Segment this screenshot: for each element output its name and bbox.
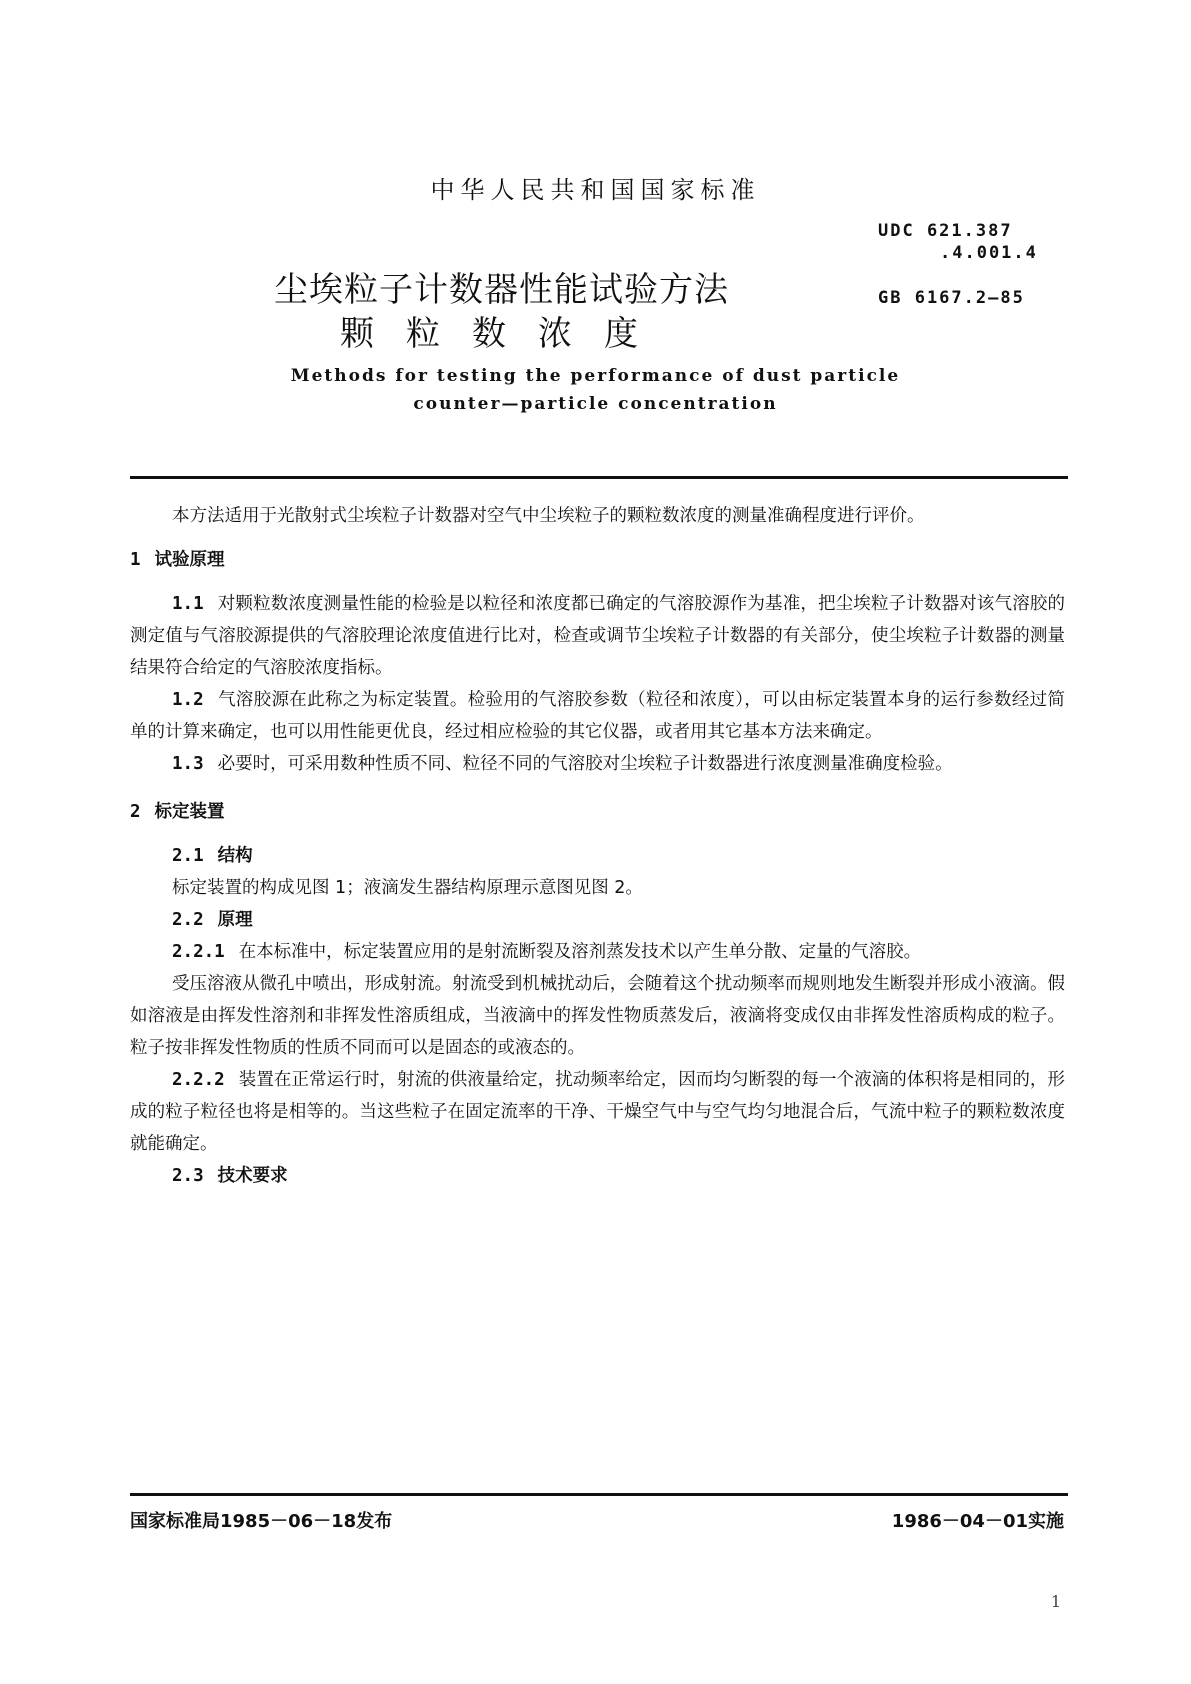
clause-1-3-text: 必要时，可采用数种性质不同、粒径不同的气溶胶对尘埃粒子计数器进行浓度测量准确度检验。: [217, 754, 953, 774]
clause-2-2-title: 原理: [217, 910, 253, 930]
title-cn-line-1: 尘埃粒子计数器性能试验方法: [274, 270, 729, 310]
clause-1-2-number: 1.2: [172, 690, 204, 710]
section-2-number: 2: [130, 802, 141, 822]
clause-2-2-2: [130, 1064, 1065, 1160]
issued-date: 国家标准局1985－06－18发布: [130, 1511, 393, 1532]
gb-code: GB 6167.2—85: [878, 288, 1025, 308]
page-number: 1: [1050, 1592, 1061, 1611]
title-en-line-1: Methods for testing the performance of dust particle: [290, 366, 901, 386]
clause-2-3-title: 技术要求: [217, 1166, 288, 1186]
clause-1-3: [130, 748, 1065, 780]
clause-2-1-text: 标定装置的构成见图 1；液滴发生器结构原理示意图见图 2。: [172, 878, 643, 898]
clause-2-2-1-text: 在本标准中，标定装置应用的是射流断裂及溶剂蒸发技术以产生单分散、定量的气溶胶。: [238, 942, 922, 962]
section-1-number: 1: [130, 550, 141, 570]
clause-2-2-heading: [130, 904, 1065, 936]
clause-2-2-2-number: 2.2.2: [172, 1070, 225, 1090]
document-body: [130, 500, 1065, 1192]
national-standard-heading: 中华人民共和国国家标准: [430, 176, 761, 204]
title-en-line-2: counter—particle concentration: [413, 394, 778, 414]
clause-1-1-text: 对颗粒数浓度测量性能的检验是以粒径和浓度都已确定的气溶胶源作为基准，把尘埃粒子计数器对该气溶胶的测定值与气溶胶源提供的气溶胶理论浓度值进行比对，检查或调节尘埃粒子计数器的有关部分，使尘埃粒子计数器的测量结果符合给定的气溶胶浓度指标。: [130, 594, 1065, 678]
clause-1-1: [130, 588, 1065, 684]
section-1-title: 试验原理: [154, 550, 225, 570]
udc-code: [878, 220, 1038, 264]
udc-line-2: .4.001.4: [940, 243, 1038, 263]
clause-1-3-number: 1.3: [172, 754, 204, 774]
clause-1-2: [130, 684, 1065, 748]
clause-1-2-text: 气溶胶源在此称之为标定装置。检验用的气溶胶参数（粒径和浓度），可以由标定装置本身的运行参数经过简单的计算来确定，也可以用性能更优良，经过相应检验的其它仪器，或者用其它基本方法来确定。: [130, 690, 1065, 742]
section-2-title: 标定装置: [154, 802, 225, 822]
clause-2-2-1: [130, 936, 1065, 968]
clause-2-1-number: 2.1: [172, 846, 204, 866]
title-cn-line-2: 颗粒数浓度: [340, 314, 670, 354]
clause-1-1-number: 1.1: [172, 594, 204, 614]
clause-2-1-title: 结构: [217, 846, 253, 866]
clause-2-2-2-text: 装置在正常运行时，射流的供液量给定，扰动频率给定，因而均匀断裂的每一个液滴的体积将是相同的，形成的粒子粒径也将是相等的。当这些粒子在固定流率的干净、干燥空气中与空气均匀地混合后，气流中粒子的颗粒数浓度就能确定。: [130, 1070, 1065, 1154]
clause-2-2-number: 2.2: [172, 910, 204, 930]
footer-divider: [130, 1493, 1068, 1496]
clause-2-1-heading: [130, 840, 1065, 872]
section-1-heading: [130, 544, 1065, 576]
udc-line-1: UDC 621.387: [878, 221, 1013, 241]
section-2-heading: [130, 796, 1065, 828]
effective-date: 1986－04－01实施: [891, 1511, 1064, 1532]
clause-2-2-1-continued: 受压溶液从微孔中喷出，形成射流。射流受到机械扰动后，会随着这个扰动频率而规则地发生断裂并形成小液滴。假如溶液是由挥发性溶剂和非挥发性溶质组成，当液滴中的挥发性物质蒸发后，液滴将变成仅由非挥发性溶质构成的粒子。粒子按非挥发性物质的性质不同而可以是固态的或液态的。: [130, 974, 1065, 1058]
header-divider: [130, 476, 1068, 479]
clause-2-3-number: 2.3: [172, 1166, 204, 1186]
clause-2-2-1-number: 2.2.1: [172, 942, 225, 962]
clause-2-3-heading: [130, 1160, 1065, 1192]
intro-paragraph: 本方法适用于光散射式尘埃粒子计数器对空气中尘埃粒子的颗粒数浓度的测量准确程度进行评价。: [172, 506, 925, 526]
